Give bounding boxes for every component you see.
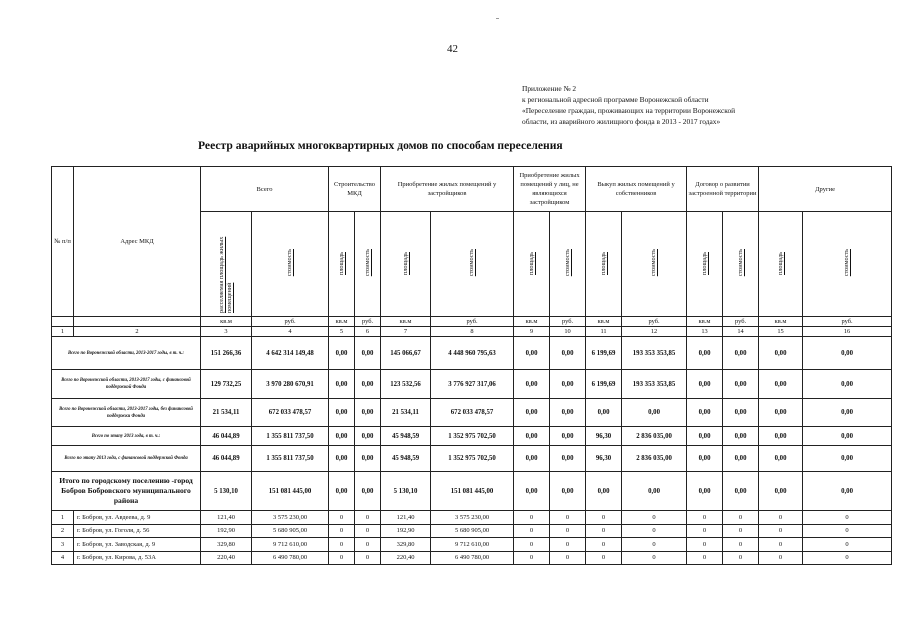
header-num: № п/п: [52, 167, 74, 317]
total-value: 3 776 927 317,06: [431, 370, 514, 399]
appendix-line: Приложение № 2: [522, 84, 577, 93]
total-value: 0,00: [329, 427, 355, 446]
unit-cell: руб.: [803, 317, 892, 327]
total-value: 0,00: [759, 427, 803, 446]
row-value: 0: [329, 511, 355, 525]
total-value: 0,00: [550, 472, 586, 511]
row-value: 0: [687, 538, 723, 552]
total-value: 0,00: [723, 427, 759, 446]
total-value: 0,00: [550, 446, 586, 472]
total-value: 0,00: [329, 370, 355, 399]
unit-cell: руб.: [723, 317, 759, 327]
row-value: 3 575 230,00: [252, 511, 329, 525]
unit-cell: кв.м: [759, 317, 803, 327]
col-number: 14: [723, 327, 759, 337]
total-value: 0,00: [355, 472, 381, 511]
total-value: 151 081 445,00: [252, 472, 329, 511]
total-row-label: Всего по этапу 2013 года, с финансовой поддержкой Фонда: [52, 446, 201, 472]
total-value: 1 352 975 702,50: [431, 446, 514, 472]
total-value: 96,30: [586, 427, 622, 446]
total-value: 0,00: [803, 472, 892, 511]
row-value: 121,40: [381, 511, 431, 525]
row-number: 1: [52, 511, 74, 525]
total-value: 6 199,69: [586, 337, 622, 370]
col-number: 11: [586, 327, 622, 337]
total-value: 0,00: [329, 472, 355, 511]
col-number: 5: [329, 327, 355, 337]
total-value: 96,30: [586, 446, 622, 472]
total-value: 0,00: [355, 427, 381, 446]
total-value: 0,00: [550, 337, 586, 370]
total-value: 672 033 478,57: [252, 399, 329, 427]
total-value: 0,00: [586, 472, 622, 511]
total-value: 0,00: [723, 446, 759, 472]
row-value: 0: [329, 524, 355, 538]
row-value: 220,40: [201, 551, 252, 565]
register-table: [51, 166, 892, 565]
total-value: 0,00: [514, 337, 550, 370]
row-value: 0: [803, 511, 892, 525]
unit-cell: кв.м: [687, 317, 723, 327]
total-value: 0,00: [759, 472, 803, 511]
total-value: 145 066,67: [381, 337, 431, 370]
total-value: 0,00: [687, 370, 723, 399]
column-number-row: [52, 327, 892, 337]
total-value: 0,00: [622, 399, 687, 427]
row-value: 0: [355, 551, 381, 565]
appendix-line: к региональной адресной программе Воронежской области: [522, 95, 709, 104]
row-value: 0: [803, 524, 892, 538]
page-number: 42: [447, 43, 458, 55]
total-row: [52, 337, 892, 370]
row-value: 0: [514, 538, 550, 552]
row-value: 0: [759, 524, 803, 538]
total-value: 0,00: [514, 472, 550, 511]
total-value: 0,00: [759, 337, 803, 370]
total-value: 45 948,59: [381, 446, 431, 472]
col-number: 9: [514, 327, 550, 337]
subheader-area: площадь: [329, 212, 355, 317]
row-value: 0: [723, 538, 759, 552]
total-value: 0,00: [586, 399, 622, 427]
header-from-non-developers: Приобретение жилых помещений у лиц, не являющихся застройщиком: [514, 167, 586, 212]
total-value: 0,00: [329, 399, 355, 427]
appendix-line: «Переселение граждан, проживающих на территории Воронежской: [522, 106, 736, 115]
row-value: 0: [622, 524, 687, 538]
total-value: 0,00: [550, 370, 586, 399]
row-address: г. Бобров, ул. Заводская, д. 9: [74, 538, 201, 552]
unit-cell: кв.м: [514, 317, 550, 327]
total-value: 2 836 035,00: [622, 446, 687, 472]
row-value: 0: [687, 524, 723, 538]
col-number: 13: [687, 327, 723, 337]
total-value: 129 732,25: [201, 370, 252, 399]
row-value: 0: [514, 551, 550, 565]
total-value: 1 355 811 737,50: [252, 446, 329, 472]
total-value: 151 081 445,00: [431, 472, 514, 511]
row-number: 2: [52, 524, 74, 538]
unit-cell: кв.м: [586, 317, 622, 327]
subheader-area-long: [201, 212, 252, 317]
total-value: 0,00: [723, 370, 759, 399]
total-value: 2 836 035,00: [622, 427, 687, 446]
total-value: 3 970 280 670,91: [252, 370, 329, 399]
col-number: 4: [252, 327, 329, 337]
row-value: 0: [803, 538, 892, 552]
total-value: 4 642 314 149,48: [252, 337, 329, 370]
total-value: 0,00: [803, 370, 892, 399]
col-number: 2: [74, 327, 201, 337]
total-value: 46 044,89: [201, 446, 252, 472]
total-value: 151 266,36: [201, 337, 252, 370]
col-number: 3: [201, 327, 252, 337]
row-value: 0: [586, 538, 622, 552]
table-row: [52, 511, 892, 525]
header-other: Другие: [759, 167, 892, 212]
total-value: 0,00: [723, 399, 759, 427]
subheader-cost: стоимость: [252, 212, 329, 317]
appendix-note: [522, 83, 792, 127]
row-value: 0: [550, 524, 586, 538]
row-value: 220,40: [381, 551, 431, 565]
col-number: 1: [52, 327, 74, 337]
row-value: 0: [355, 524, 381, 538]
col-number: 10: [550, 327, 586, 337]
row-value: 0: [759, 551, 803, 565]
subheader-cost: стоимость: [355, 212, 381, 317]
header-buyout: Выкуп жилых помещений у собственников: [586, 167, 687, 212]
row-address: г. Бобров, ул. Гоголя, д. 56: [74, 524, 201, 538]
total-value: 0,00: [514, 399, 550, 427]
total-value: 6 199,69: [586, 370, 622, 399]
table-row: [52, 524, 892, 538]
row-value: 0: [687, 551, 723, 565]
total-value: 0,00: [723, 472, 759, 511]
row-value: 5 680 905,00: [252, 524, 329, 538]
scan-mark: [496, 18, 499, 19]
row-value: 0: [622, 511, 687, 525]
row-value: 3 575 230,00: [431, 511, 514, 525]
total-value: 0,00: [687, 427, 723, 446]
col-number: 16: [803, 327, 892, 337]
total-value: 0,00: [759, 446, 803, 472]
col-number: 7: [381, 327, 431, 337]
unit-cell: руб.: [355, 317, 381, 327]
total-row-label: Всего по этапу 2013 года, в т. ч.:: [52, 427, 201, 446]
row-address: г. Бобров, ул. Кирова, д. 53А: [74, 551, 201, 565]
header-construction: Строительство МКД: [329, 167, 381, 212]
row-value: 0: [550, 511, 586, 525]
unit-cell: руб.: [252, 317, 329, 327]
row-value: 0: [550, 551, 586, 565]
total-value: 4 448 960 795,63: [431, 337, 514, 370]
total-value: 672 033 478,57: [431, 399, 514, 427]
total-value: 5 130,10: [201, 472, 252, 511]
row-value: 0: [723, 511, 759, 525]
total-row: [52, 427, 892, 446]
total-value: 0,00: [514, 370, 550, 399]
subheader-cost: стоимость: [431, 212, 514, 317]
total-value: 0,00: [687, 472, 723, 511]
row-value: 0: [622, 551, 687, 565]
subheader-cost: стоимость: [723, 212, 759, 317]
unit-cell: руб.: [550, 317, 586, 327]
header-total: Всего: [201, 167, 329, 212]
total-row: [52, 370, 892, 399]
row-value: 9 712 610,00: [252, 538, 329, 552]
total-value: 45 948,59: [381, 427, 431, 446]
total-row-label: Всего по Воронежской области, 2013-2017 годы, с финансовой поддержкой Фонда: [52, 370, 201, 399]
total-value: 5 130,10: [381, 472, 431, 511]
total-value: 1 352 975 702,50: [431, 427, 514, 446]
row-value: 329,80: [201, 538, 252, 552]
total-value: 0,00: [622, 472, 687, 511]
row-value: 0: [550, 538, 586, 552]
total-row-label: Итого по городскому поселению -город Бобров Бобровского муниципального района: [52, 472, 201, 511]
unit-cell: руб.: [622, 317, 687, 327]
row-number: 3: [52, 538, 74, 552]
total-value: 1 355 811 737,50: [252, 427, 329, 446]
row-value: 6 490 780,00: [431, 551, 514, 565]
unit-cell: кв.м: [381, 317, 431, 327]
row-value: 0: [803, 551, 892, 565]
table-row: [52, 551, 892, 565]
row-value: 192,90: [201, 524, 252, 538]
subheader-area-long-text: расселяемая площадь жилых помещений: [218, 236, 233, 313]
total-value: 0,00: [687, 337, 723, 370]
row-value: 0: [329, 551, 355, 565]
row-value: 0: [759, 538, 803, 552]
row-value: 0: [586, 524, 622, 538]
total-value: 0,00: [687, 399, 723, 427]
units-row: [52, 317, 892, 327]
row-value: 329,80: [381, 538, 431, 552]
total-value: 123 532,56: [381, 370, 431, 399]
row-number: 4: [52, 551, 74, 565]
subheader-area: площадь: [687, 212, 723, 317]
total-value: 0,00: [759, 399, 803, 427]
row-value: 0: [586, 511, 622, 525]
total-value: 0,00: [723, 337, 759, 370]
row-value: 192,90: [381, 524, 431, 538]
row-value: 6 490 780,00: [252, 551, 329, 565]
subheader-cost: стоимость: [550, 212, 586, 317]
row-value: 0: [723, 524, 759, 538]
total-value: 0,00: [355, 370, 381, 399]
row-value: 0: [514, 524, 550, 538]
row-value: 0: [355, 511, 381, 525]
row-address: г. Бобров, ул. Авдеева, д. 9: [74, 511, 201, 525]
row-value: 0: [687, 511, 723, 525]
total-value: 0,00: [329, 446, 355, 472]
total-value: 46 044,89: [201, 427, 252, 446]
subheader-cost: стоимость: [803, 212, 892, 317]
unit-cell: руб.: [431, 317, 514, 327]
total-row-label: Всего по Воронежской области, 2013-2017 годы, в т. ч.:: [52, 337, 201, 370]
unit-cell: кв.м: [329, 317, 355, 327]
total-value: 193 353 353,85: [622, 337, 687, 370]
total-value: 21 534,11: [381, 399, 431, 427]
subheader-area: площадь: [381, 212, 431, 317]
subheader-area: площадь: [586, 212, 622, 317]
total-value: 0,00: [355, 337, 381, 370]
row-value: 5 680 905,00: [431, 524, 514, 538]
row-value: 0: [329, 538, 355, 552]
subheader-area: площадь: [514, 212, 550, 317]
subheader-area: площадь: [759, 212, 803, 317]
header-address: Адрес МКД: [74, 167, 201, 317]
document-title: Реестр аварийных многоквартирных домов по способам переселения: [198, 139, 563, 152]
total-row-label: Всего по Воронежской области, 2013-2017 годы, без финансовой поддержки Фонда: [52, 399, 201, 427]
total-value: 0,00: [803, 337, 892, 370]
total-value: 0,00: [355, 399, 381, 427]
row-value: 121,40: [201, 511, 252, 525]
row-value: 0: [355, 538, 381, 552]
row-value: 0: [514, 511, 550, 525]
total-value: 0,00: [550, 399, 586, 427]
total-value: 0,00: [803, 427, 892, 446]
col-number: 6: [355, 327, 381, 337]
total-row: [52, 399, 892, 427]
total-value: 21 534,11: [201, 399, 252, 427]
table-row: [52, 538, 892, 552]
total-value: 0,00: [514, 427, 550, 446]
total-value: 0,00: [329, 337, 355, 370]
row-value: 0: [622, 538, 687, 552]
col-number: 12: [622, 327, 687, 337]
total-value: 0,00: [514, 446, 550, 472]
total-value: 0,00: [355, 446, 381, 472]
header-development-agreement: Договор о развитии застроенной территории: [687, 167, 759, 212]
total-value: 0,00: [803, 446, 892, 472]
col-number: 15: [759, 327, 803, 337]
subheader-cost: стоимость: [622, 212, 687, 317]
row-value: 0: [723, 551, 759, 565]
row-value: 0: [759, 511, 803, 525]
col-number: 8: [431, 327, 514, 337]
appendix-line: области, из аварийного жилищного фонда в 2013 - 2017 годах»: [522, 117, 721, 126]
row-value: 0: [586, 551, 622, 565]
total-value: 193 353 353,85: [622, 370, 687, 399]
total-row: [52, 446, 892, 472]
total-row: [52, 472, 892, 511]
row-value: 9 712 610,00: [431, 538, 514, 552]
unit-cell: кв.м: [201, 317, 252, 327]
total-value: 0,00: [759, 370, 803, 399]
total-value: 0,00: [550, 427, 586, 446]
total-value: 0,00: [687, 446, 723, 472]
header-from-developers: Приобретение жилых помещений у застройщиков: [381, 167, 514, 212]
total-value: 0,00: [803, 399, 892, 427]
